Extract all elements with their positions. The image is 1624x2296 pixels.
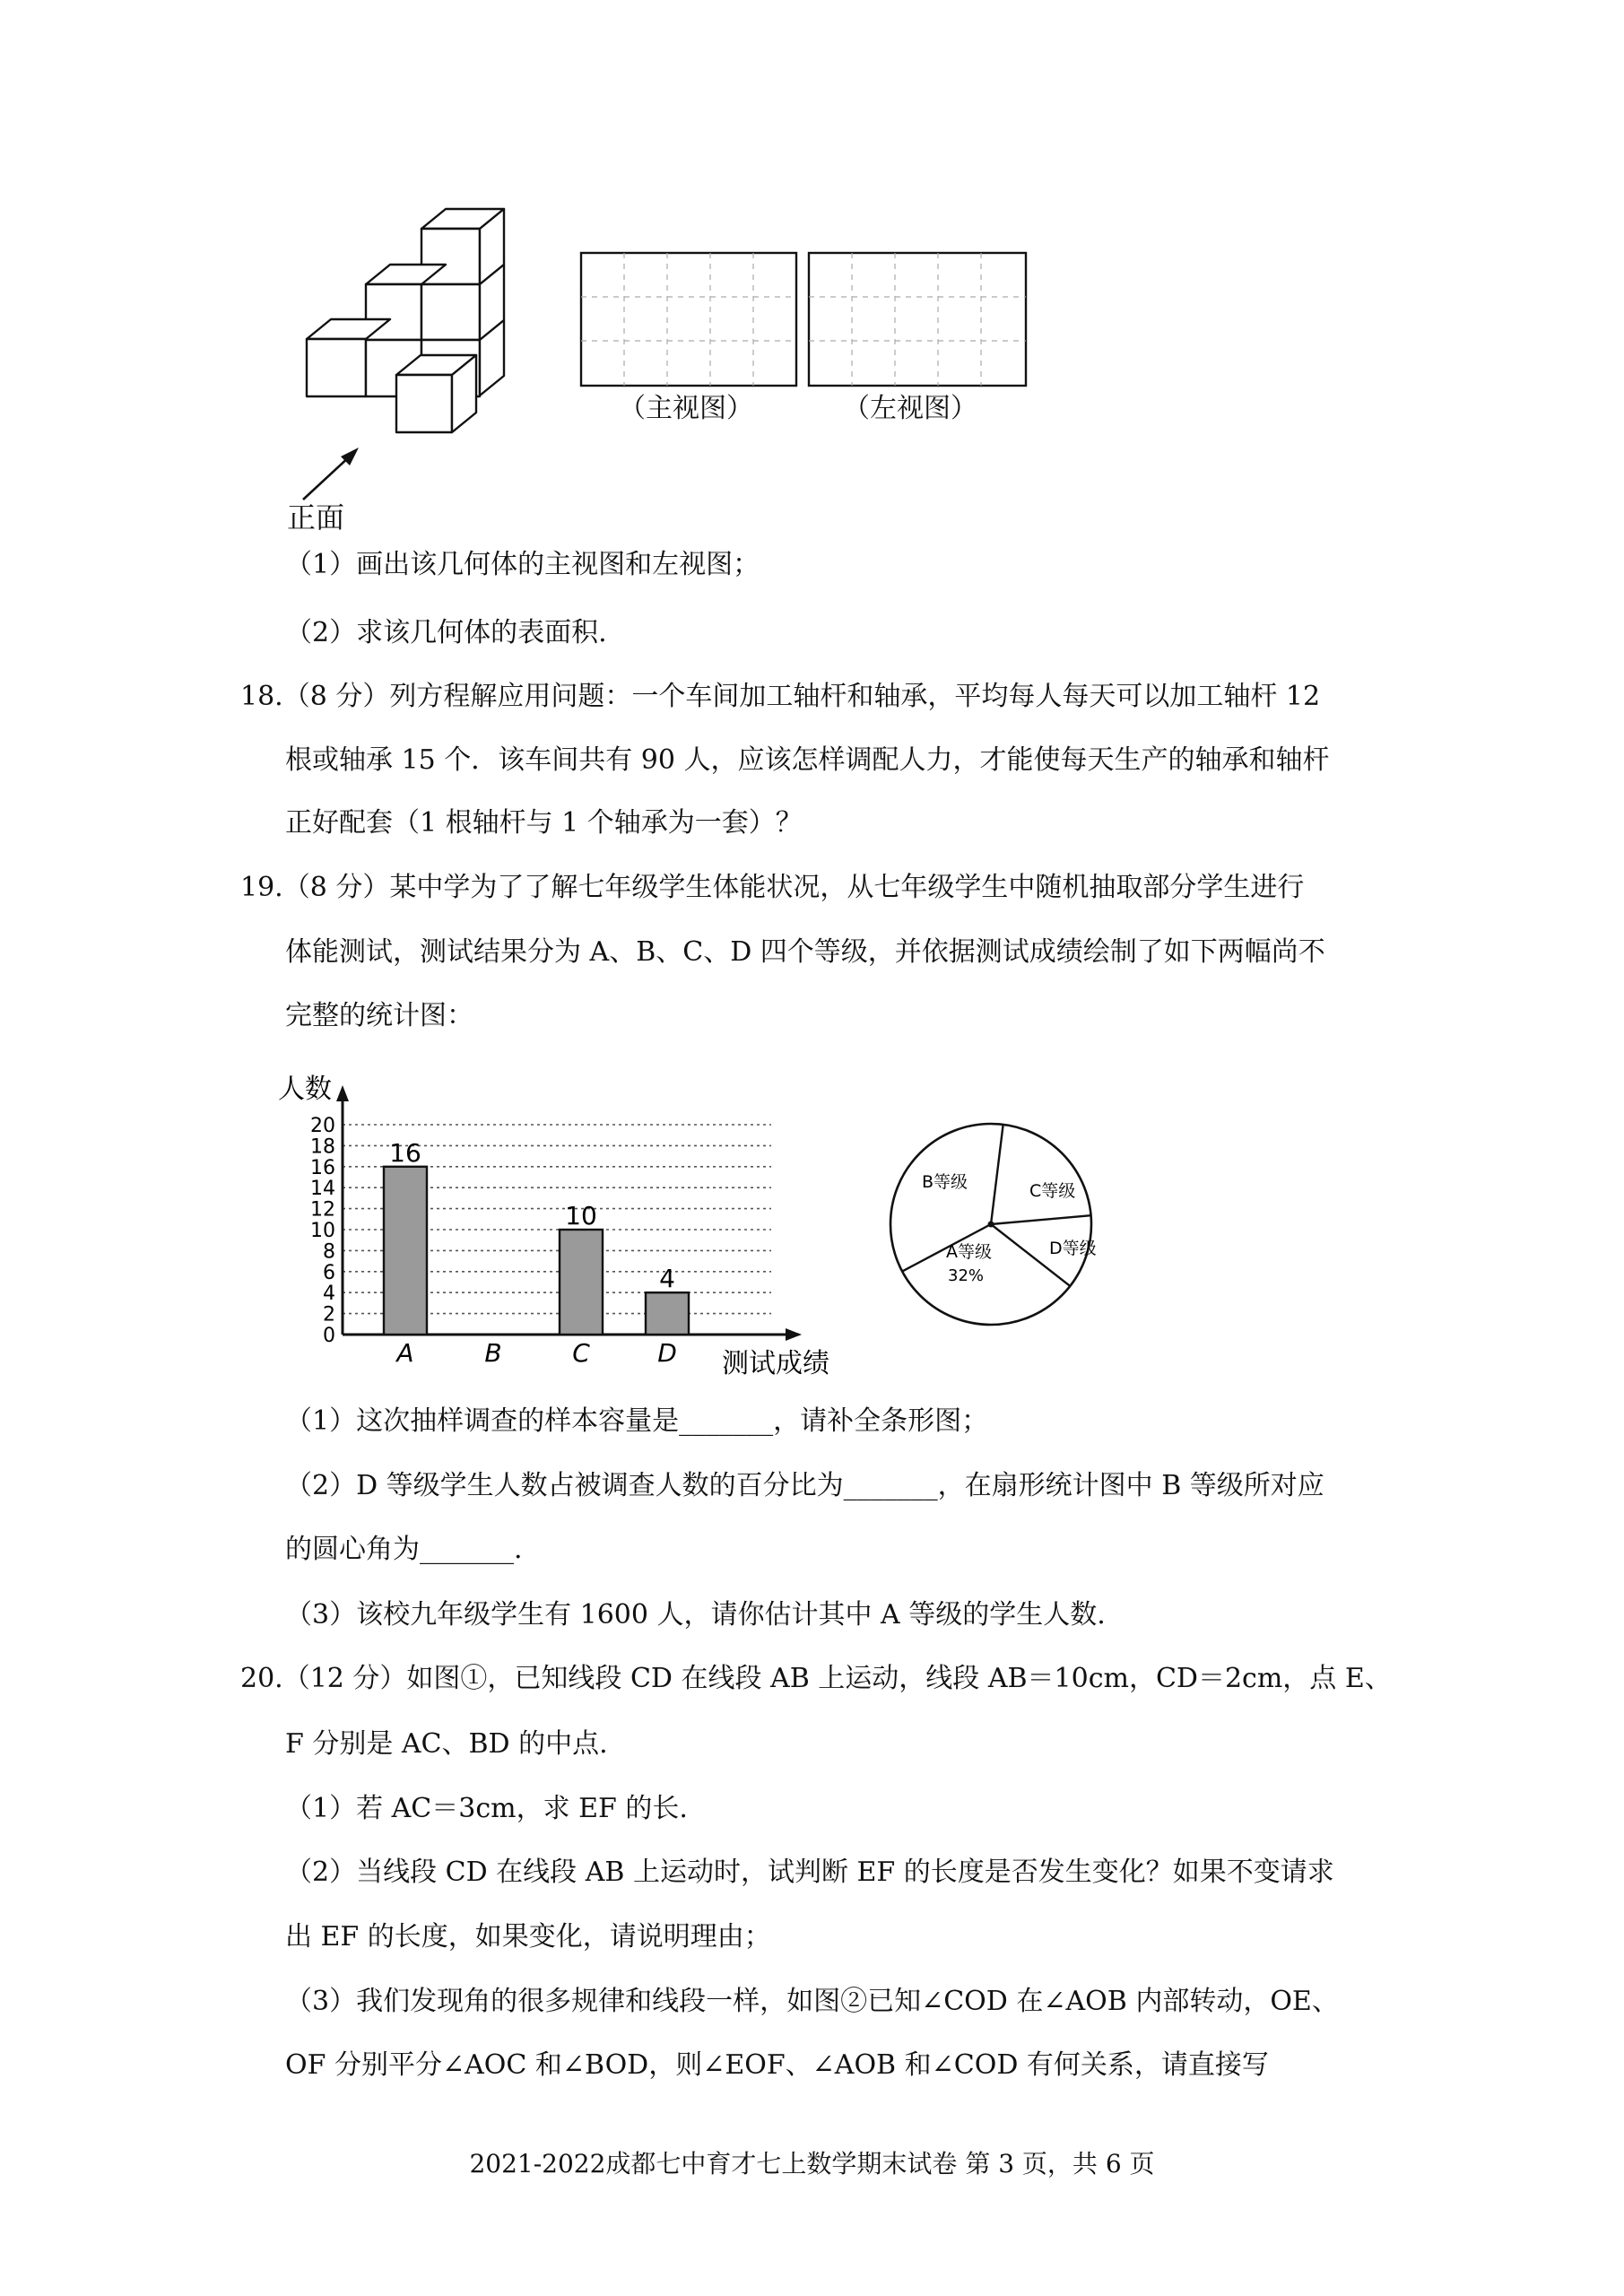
data-label: 10 (565, 1201, 597, 1231)
q19-part2-line2: 的圆心角为_______. (285, 1534, 523, 1565)
q19-part3: （3）该校九年级学生有 1600 人，请你估计其中 A 等级的学生人数. (285, 1599, 1106, 1631)
x-axis-label: 测试成绩 (722, 1348, 829, 1379)
q19-part1: （1）这次抽样调查的样本容量是_______，请补全条形图； (285, 1405, 989, 1437)
y-tick-label: 2 (323, 1303, 335, 1326)
data-label: 16 (389, 1137, 421, 1168)
y-axis-label: 人数 (278, 1074, 332, 1105)
y-tick-label: 18 (310, 1135, 335, 1159)
pie-slice-label: C等级 (1029, 1181, 1076, 1201)
pie-slice-label: A等级 (946, 1242, 992, 1262)
y-tick-label: 12 (310, 1198, 335, 1222)
q20-part3-line2: OF 分别平分∠AOC 和∠BOD，则∠EOF、∠AOB 和∠COD 有何关系，请直接写 (285, 2049, 1269, 2081)
pie-center (988, 1222, 994, 1228)
y-tick-label: 6 (323, 1261, 335, 1284)
page-footer: 2021-2022成都七中育才七上数学期末试卷 第 3 页，共 6 页 (469, 2149, 1155, 2179)
view-grids (574, 249, 1040, 391)
q20-line1: 20.（12 分）如图①，已知线段 CD 在线段 AB 上运动，线段 AB＝10cm，CD＝2cm，点 E、 (240, 1663, 1392, 1694)
y-tick-label: 10 (310, 1220, 335, 1242)
q18-line2: 根或轴承 15 个．该车间共有 90 人，应该怎样调配人力，才能使每天生产的轴承和轴杆 (285, 744, 1330, 776)
pie-slice-value: 32% (948, 1266, 985, 1285)
y-tick-label: 8 (323, 1240, 335, 1264)
x-tick-label: C (572, 1338, 590, 1368)
left-view-grid (809, 253, 1026, 386)
q20-part1: （1）若 AC＝3cm，求 EF 的长. (285, 1793, 688, 1824)
q17-part1: （1）画出该几何体的主视图和左视图； (285, 549, 760, 580)
pie-slice-label: B等级 (922, 1172, 968, 1192)
q18-line3: 正好配套（1 根轴杆与 1 个轴承为一套）？ (285, 807, 803, 839)
q17-part2: （2）求该几何体的表面积. (285, 617, 607, 648)
pie-slice-label: D等级 (1049, 1239, 1097, 1258)
bar-D (646, 1292, 689, 1335)
front-label: 正面 (287, 500, 345, 535)
q19-line1: 19.（8 分）某中学为了了解七年级学生体能状况，从七年级学生中随机抽取部分学生进行 (240, 872, 1305, 903)
q19-line2: 体能测试，测试结果分为 A、B、C、D 四个等级，并依据测试成绩绘制了如下两幅尚不 (285, 936, 1325, 968)
q20-line2: F 分别是 AC、BD 的中点. (285, 1728, 608, 1760)
q18-line1: 18.（8 分）列方程解应用问题：一个车间加工轴杆和轴承，平均每人每天可以加工轴杆 12 (240, 681, 1321, 712)
y-tick-label: 16 (310, 1156, 335, 1179)
bar-C (560, 1230, 603, 1335)
q20-part2-line2: 出 EF 的长度，如果变化，请说明理由； (285, 1921, 771, 1952)
left-view-caption: （左视图） (843, 393, 977, 424)
y-tick-label: 4 (323, 1283, 335, 1306)
x-tick-label: D (657, 1338, 677, 1368)
x-tick-label: B (484, 1338, 502, 1368)
q19-line3: 完整的统计图： (285, 1000, 473, 1031)
y-axis-arrow-icon (336, 1085, 349, 1101)
front-view-caption: （主视图） (619, 393, 753, 424)
pie-chart (879, 1112, 1103, 1336)
bar-A (384, 1167, 427, 1335)
q20-part2-line1: （2）当线段 CD 在线段 AB 上运动时，试判断 EF 的长度是否发生变化？如果不变请求 (285, 1857, 1334, 1888)
x-axis-arrow-icon (786, 1328, 802, 1341)
x-tick-label: A (396, 1338, 414, 1368)
q19-part2-line1: （2）D 等级学生人数占被调查人数的百分比为_______，在扇形统计图中 B 等级所对应 (285, 1470, 1324, 1501)
bar-chart (278, 1067, 852, 1381)
q20-part3-line1: （3）我们发现角的很多规律和线段一样，如图②已知∠COD 在∠AOB 内部转动，OE、 (285, 1986, 1339, 2017)
y-tick-label: 0 (323, 1325, 335, 1347)
y-tick-label: 14 (310, 1178, 335, 1201)
y-tick-label: 20 (310, 1115, 335, 1137)
front-view-grid (581, 253, 796, 386)
data-label: 4 (659, 1264, 675, 1294)
